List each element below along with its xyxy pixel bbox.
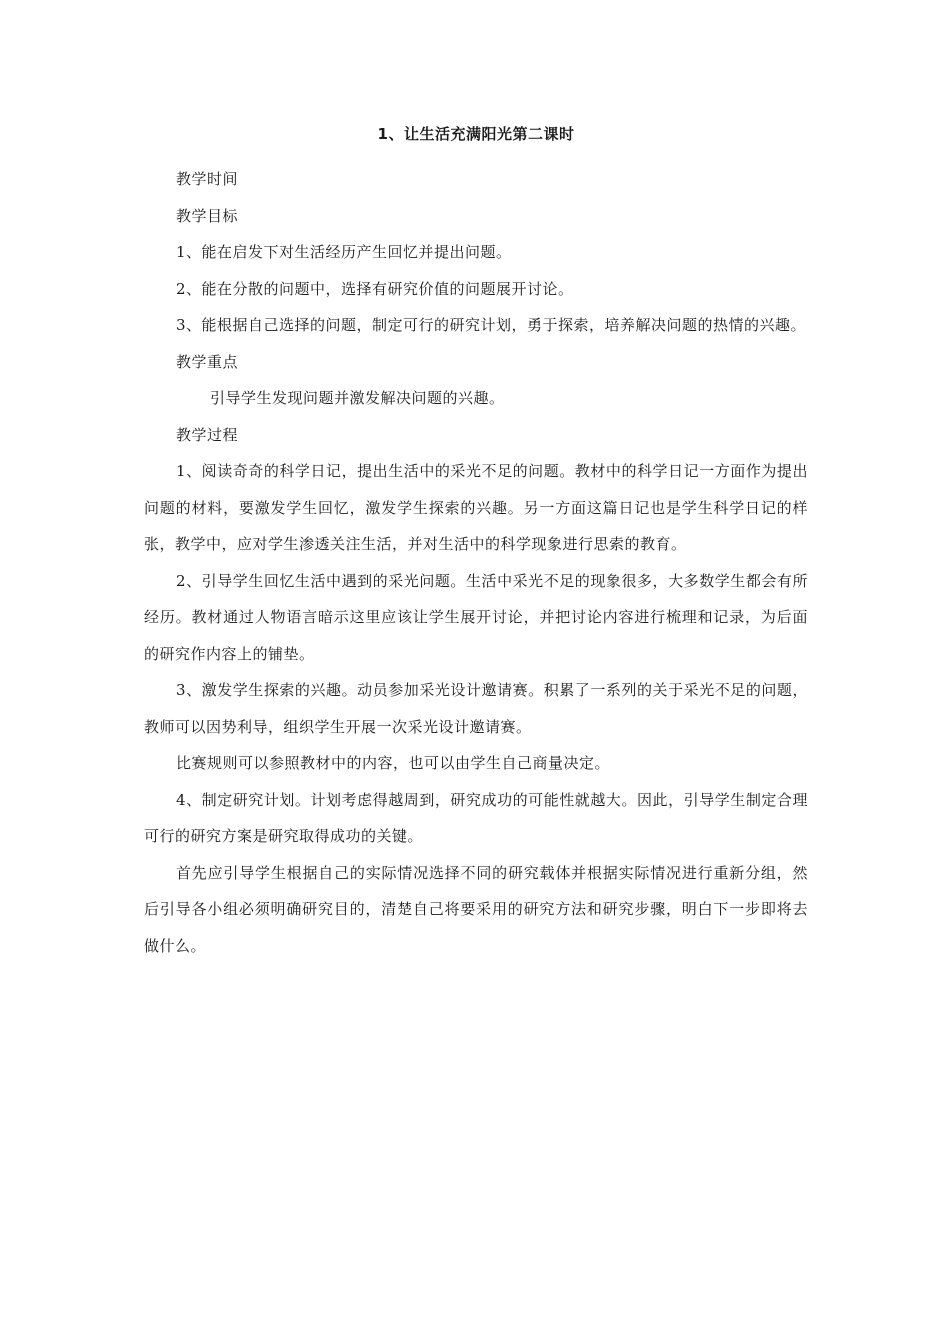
focus-text: 引导学生发现问题并激发解决问题的兴趣。 [210, 389, 505, 407]
process-step-2: 2、引导学生回忆生活中遇到的采光问题。生活中采光不足的现象很多，大多数学生都会有所经历。教材通过人物语言暗示这里应该让学生展开讨论，并把讨论内容进行梳理和记录，为后面的研究作内容上的铺垫。 [144, 571, 808, 663]
section-heading-teaching-process: 教学过程 [176, 425, 239, 444]
goal-item-2: 2、能在分散的问题中，选择有研究价值的问题展开讨论。 [176, 279, 574, 298]
process-step-1: 1、阅读奇奇的科学日记，提出生活中的采光不足的问题。教材中的科学日记一方面作为提出问题的材料，要激发学生回忆，激发学生探索的兴趣。另一方面这篇日记也是学生科学日记的样张，教学中，应对学生渗透关注生活，并对生活中的科学现象进行思索的教育。 [144, 462, 808, 553]
section-heading-teaching-time: 教学时间 [176, 170, 239, 188]
section-heading-teaching-goals: 教学目标 [176, 206, 239, 225]
goal-item-1: 1、能在启发下对生活经历产生回忆并提出问题。 [176, 243, 512, 261]
competition-rules-text: 比赛规则可以参照教材中的内容，也可以由学生自己商量决定。 [176, 754, 611, 772]
document-title: 1、让生活充满阳光第二课时 [377, 125, 575, 143]
process-step-4: 4、制定研究计划。计划考虑得越周到，研究成功的可能性就越大。因此，引导学生制定合理可行的研究方案是研究取得成功的关键。 [144, 790, 808, 845]
grouping-guidance-text: 首先应引导学生根据自己的实际情况选择不同的研究载体并根据实际情况进行重新分组，然后引导各小组必须明确研究目的，清楚自己将要采用的研究方法和研究步骤，明白下一步即将去做什么。 [144, 863, 808, 955]
goal-item-3: 3、能根据自己选择的问题，制定可行的研究计划，勇于探索，培养解决问题的热情的兴趣。 [176, 316, 807, 334]
process-step-3: 3、激发学生探索的兴趣。动员参加采光设计邀请赛。积累了一系列的关于采光不足的问题，教师可以因势利导，组织学生开展一次采光设计邀请赛。 [144, 681, 808, 736]
section-heading-teaching-focus: 教学重点 [176, 352, 239, 371]
document-body [144, 124, 808, 964]
